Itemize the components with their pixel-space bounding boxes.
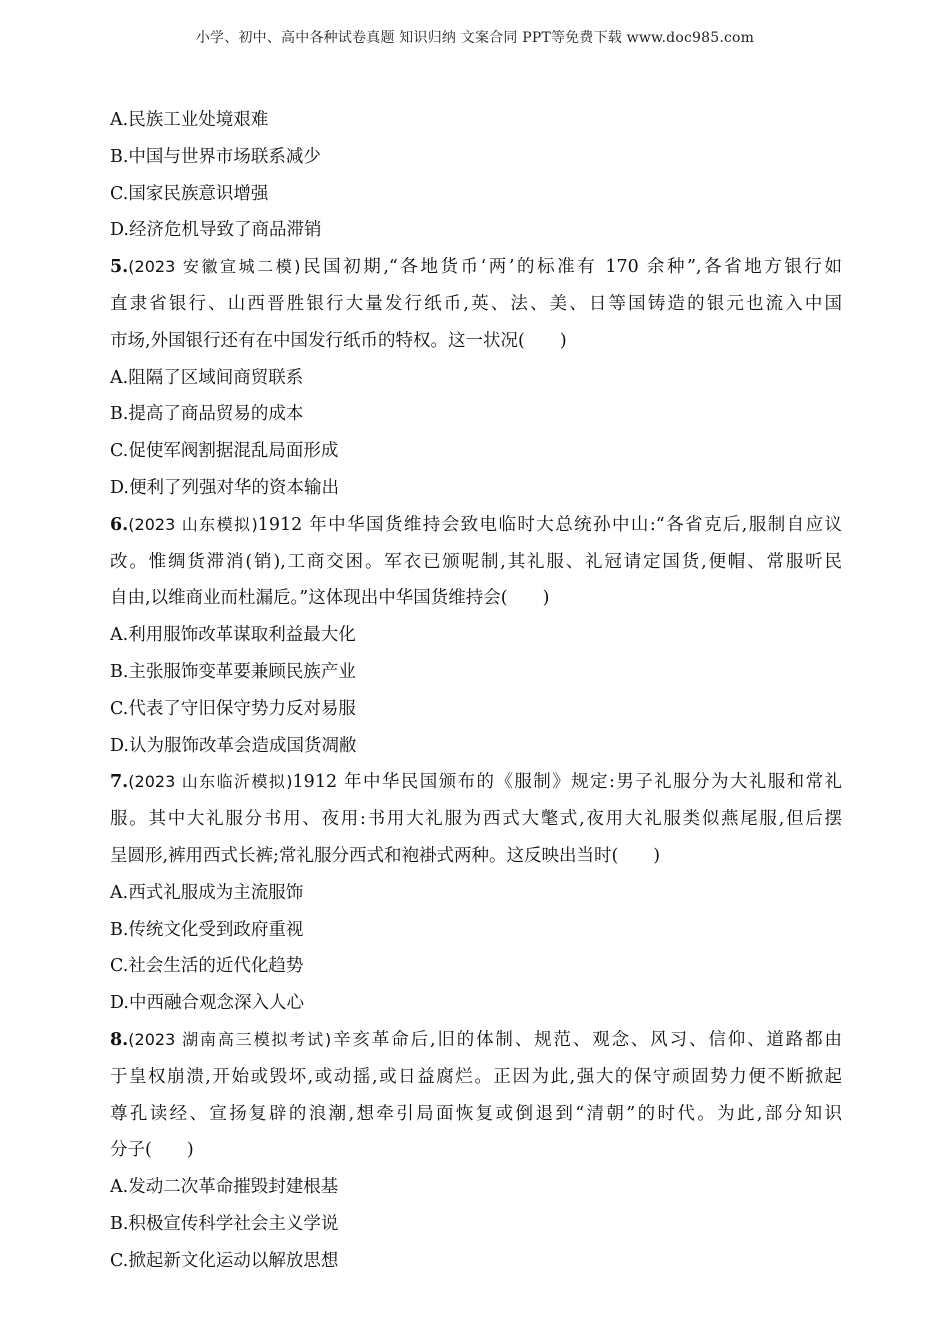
q4-option-b: B.中国与世界市场联系减少 — [110, 146, 321, 167]
q7-text-1: 1912 年中华民国颁布的《服制》规定:男子礼服分为大礼服和常礼 — [292, 772, 842, 793]
q7-option-d: D.中西融合观念深入人心 — [110, 993, 304, 1014]
q5-option-c: C.促使军阀割据混乱局面形成 — [110, 441, 339, 462]
q8-text-1: 辛亥革命后,旧的体制、规范、观念、风习、信仰、道路都由 — [331, 1029, 842, 1050]
q5-stem-line-3: 市场,外国银行还有在中国发行纸币的特权。这一状况( ) — [110, 330, 567, 351]
q6-number: 6. — [110, 514, 129, 535]
q8-stem-line-3: 尊孔读经、宣扬复辟的浪潮,想牵引局面恢复或倒退到“清朝”的时代。为此,部分知识 — [110, 1103, 842, 1124]
q8-stem-line-2: 于皇权崩溃,开始或毁坏,或动摇,或日益腐烂。正因为此,强大的保守顽固势力便不断掀起 — [110, 1066, 842, 1087]
q8-number: 8. — [110, 1029, 129, 1050]
q7-option-b: B.传统文化受到政府重视 — [110, 919, 304, 940]
q8-stem-line-4: 分子( ) — [110, 1140, 194, 1161]
q6-option-a: A.利用服饰改革谋取利益最大化 — [110, 625, 356, 646]
q8-stem-line-1 — [110, 1022, 842, 1059]
q6-text-1: 1912 年中华国货维持会致电临时大总统孙中山:“各省克后,服制自应议 — [257, 514, 842, 535]
q7-stem-line-3: 呈圆形,裤用西式长裤;常礼服分西式和袍褂式两种。这反映出当时( ) — [110, 845, 661, 866]
q5-text-1: 民国初期,“各地货币‘两’的标准有 170 余种”,各省地方银行如 — [300, 257, 842, 278]
q4-option-d: D.经济危机导致了商品滞销 — [110, 220, 322, 241]
q7-stem-line-2: 服。其中大礼服分书用、夜用:书用大礼服为西式大氅式,夜用大礼服类似燕尾服,但后摆 — [110, 809, 842, 830]
q5-stem-line-1 — [110, 249, 842, 286]
q7-source: (2023 山东临沂模拟) — [128, 772, 293, 792]
q7-option-a: A.西式礼服成为主流服饰 — [110, 882, 304, 903]
q6-source: (2023 山东模拟) — [128, 514, 258, 534]
q8-option-b: B.积极宣传科学社会主义学说 — [110, 1213, 339, 1234]
q7-number: 7. — [110, 772, 129, 793]
q5-option-d: D.便利了列强对华的资本输出 — [110, 477, 339, 498]
q8-source: (2023 湖南高三模拟考试) — [128, 1029, 332, 1049]
q4-option-c: C.国家民族意识增强 — [110, 183, 269, 204]
q5-stem-line-2: 直隶省银行、山西晋胜银行大量发行纸币,英、法、美、日等国铸造的银元也流入中国 — [110, 293, 842, 314]
q6-stem-line-3: 自由,以维商业而杜漏卮。”这体现出中华国货维持会( ) — [110, 588, 550, 609]
q5-number: 5. — [110, 257, 129, 278]
q8-option-c: C.掀起新文化运动以解放思想 — [110, 1250, 339, 1271]
q6-stem-line-1 — [110, 507, 842, 544]
exam-content — [110, 102, 842, 1280]
page-header: 小学、初中、高中各种试卷真题 知识归纳 文案合同 PPT等免费下载 www.doc985.com — [195, 30, 755, 46]
q5-option-a: A.阻隔了区域间商贸联系 — [110, 367, 304, 388]
q7-option-c: C.社会生活的近代化趋势 — [110, 956, 304, 977]
q4-option-a: A.民族工业处境艰难 — [110, 110, 269, 130]
q6-option-b: B.主张服饰变革要兼顾民族产业 — [110, 661, 356, 682]
q6-option-d: D.认为服饰改革会造成国货凋敝 — [110, 735, 357, 756]
q8-option-a: A.发动二次革命摧毁封建根基 — [110, 1177, 339, 1198]
q7-stem-line-1 — [110, 764, 842, 801]
q6-option-c: C.代表了守旧保守势力反对易服 — [110, 698, 356, 719]
q5-source: (2023 安徽宣城二模) — [128, 257, 301, 277]
q5-option-b: B.提高了商品贸易的成本 — [110, 404, 304, 425]
q6-stem-line-2: 改。惟绸货滞消(销),工商交困。军衣已颁呢制,其礼服、礼冠请定国货,便帽、常服听民 — [110, 551, 842, 572]
